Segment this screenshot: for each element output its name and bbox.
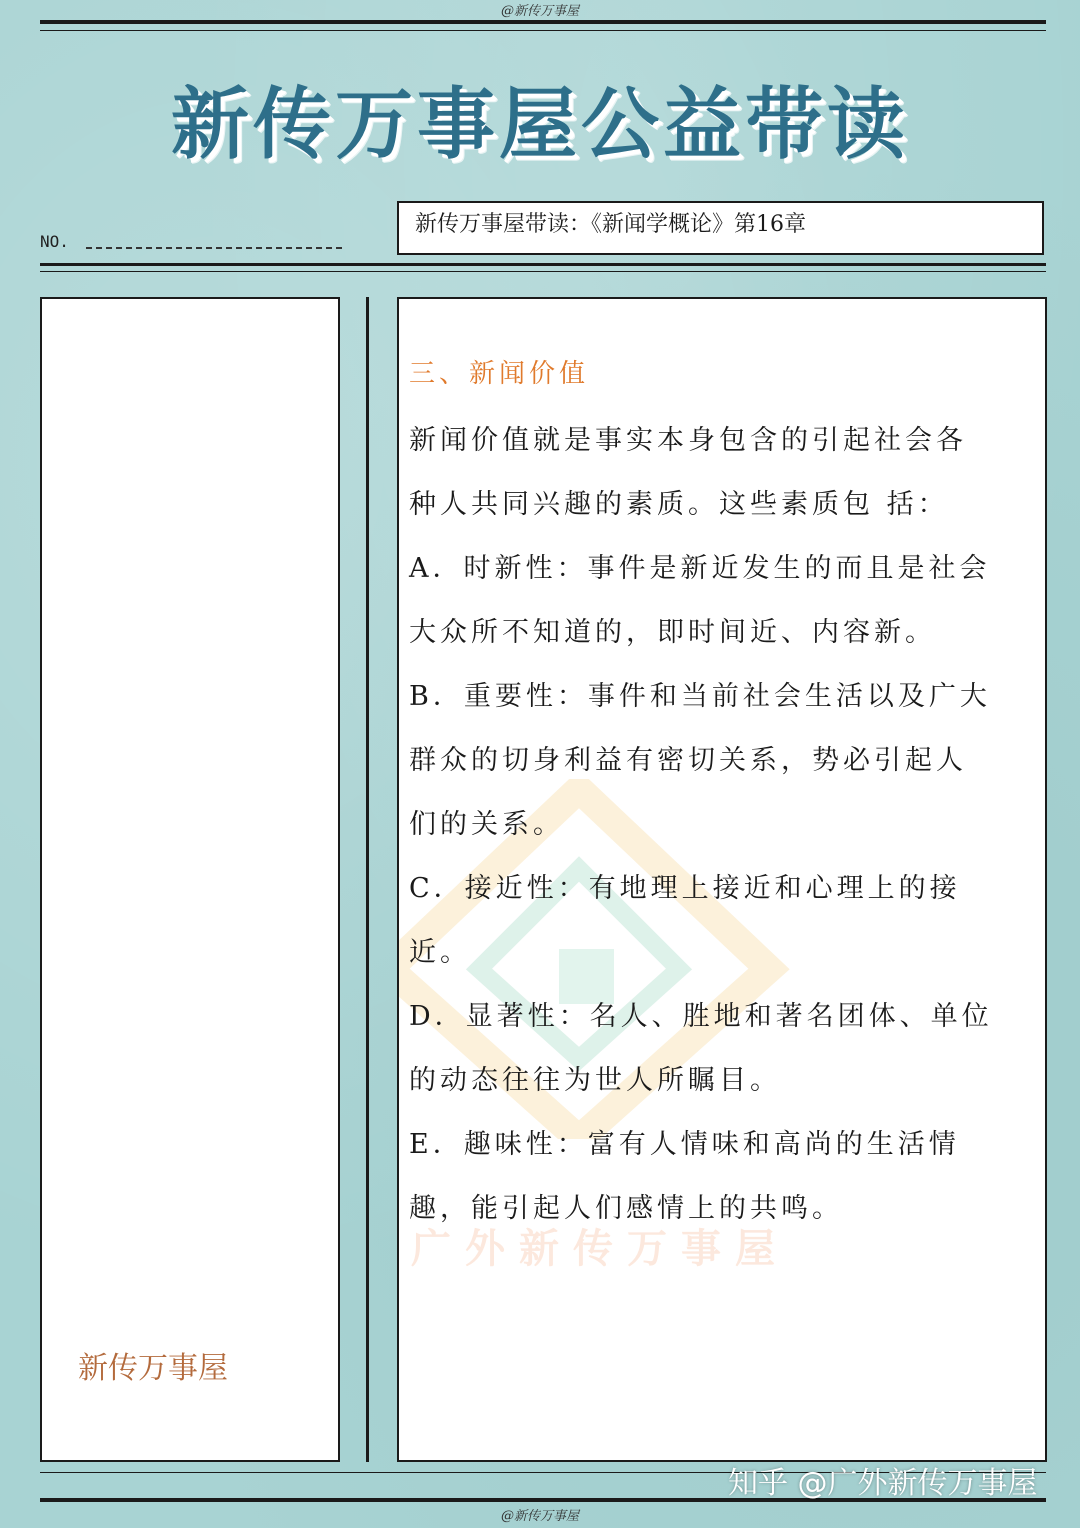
- body-line: 新闻价值就是事实本身包含的引起社会各: [409, 425, 967, 456]
- body-line: D．显著性：名人、胜地和著名团体、单位: [409, 1001, 993, 1032]
- top-watermark: @新传万事屋: [500, 4, 579, 19]
- body-line: C．接近性：有地理上接近和心理上的接: [409, 873, 961, 904]
- article-body: [409, 409, 1039, 1241]
- body-line: E．趣味性：富有人情味和高尚的生活情: [409, 1129, 960, 1160]
- body-line: 种人共同兴趣的素质。这些素质包 括：: [409, 489, 949, 520]
- article-content: [409, 339, 1039, 1241]
- sidebar-brand: 新传万事屋: [78, 1351, 228, 1386]
- body-line: 近。: [409, 937, 471, 968]
- body-line: B．重要性：事件和当前社会生活以及广大: [409, 681, 991, 712]
- chapter-heading: 新传万事屋带读：《新闻学概论》第16章: [415, 212, 806, 237]
- page-title: 新传万事屋公益带读: [170, 80, 909, 170]
- body-line: 的动态往往为世人所瞩目。: [409, 1065, 781, 1096]
- body-line: 趣，能引起人们感情上的共鸣。: [409, 1193, 843, 1224]
- column-divider: [366, 297, 369, 1462]
- left-panel: [40, 297, 340, 1462]
- top-rule-1: [40, 20, 1046, 24]
- no-field-line: [86, 247, 342, 249]
- watermark-text: 广外新传万事屋: [411, 1225, 789, 1272]
- body-line: 大众所不知道的，即时间近、内容新。: [409, 617, 936, 648]
- top-rule-2: [40, 30, 1046, 31]
- body-line: A．时新性：事件是新近发生的而且是社会: [409, 553, 991, 584]
- chapter-heading-box: [397, 201, 1044, 255]
- header-rule-2: [40, 271, 1046, 272]
- header-rule-1: [40, 263, 1046, 266]
- article-panel: [397, 297, 1047, 1462]
- no-label: NO.: [40, 232, 69, 251]
- section-title: 三、新闻价值: [409, 359, 590, 389]
- body-line: 群众的切身利益有密切关系，势必引起人: [409, 745, 967, 776]
- bottom-watermark: @新传万事屋: [500, 1509, 579, 1524]
- body-line: 们的关系。: [409, 809, 564, 840]
- footer-brand: 知乎 @广外新传万事屋: [728, 1466, 1038, 1501]
